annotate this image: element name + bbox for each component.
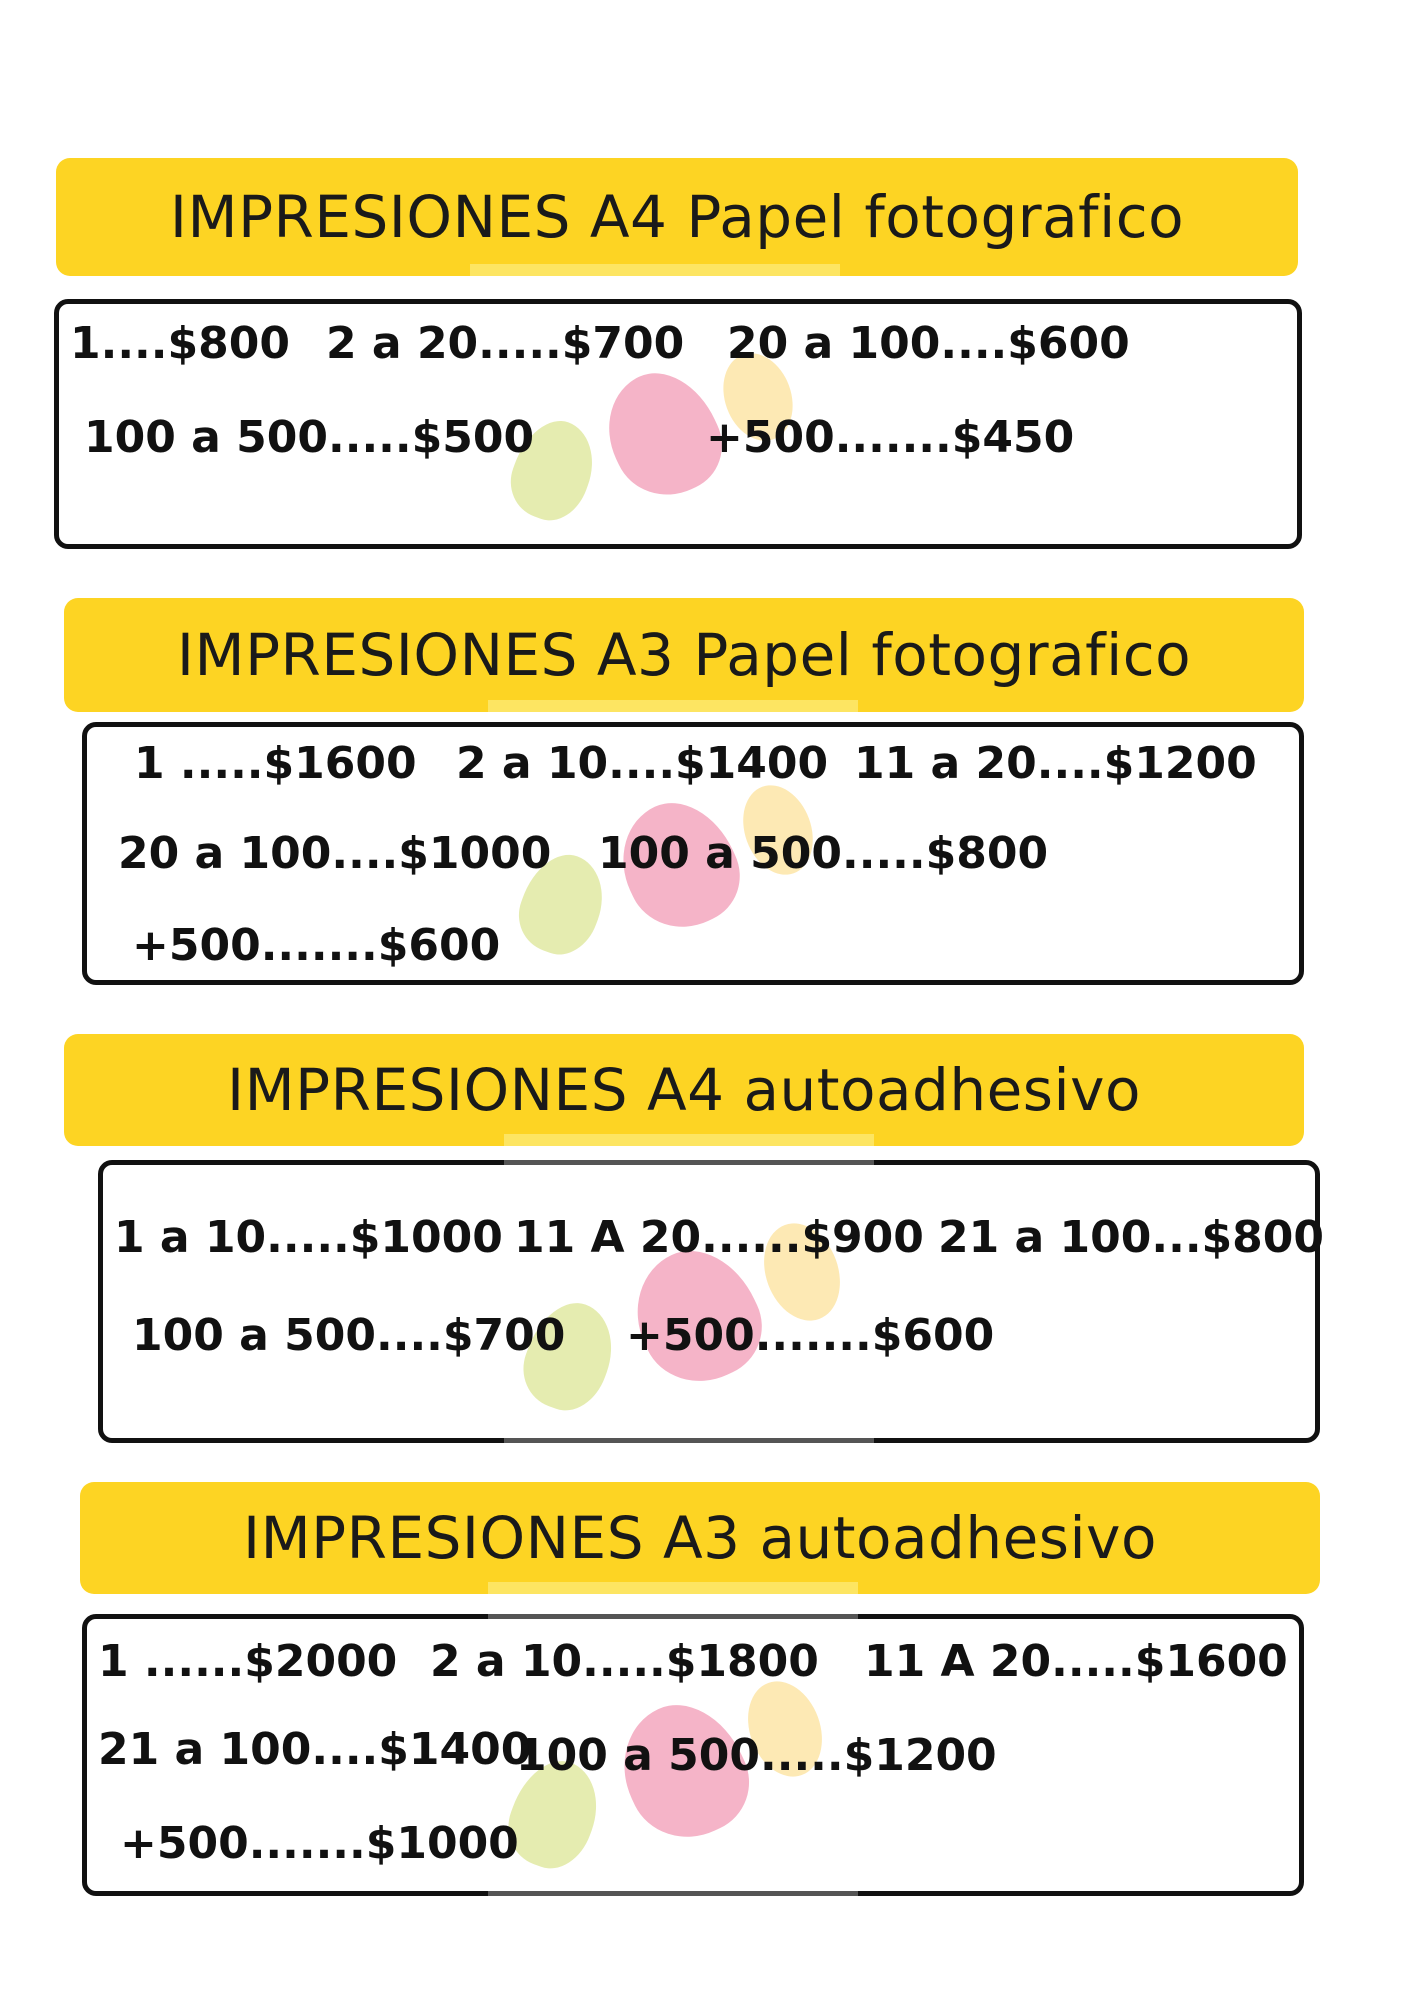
banner-highlight bbox=[470, 264, 840, 276]
price-item: 100 a 500.....$1200 bbox=[516, 1730, 997, 1781]
price-item: 1 a 10.....$1000 bbox=[114, 1212, 503, 1263]
price-item: 20 a 100....$600 bbox=[727, 318, 1130, 369]
price-item: 100 a 500....$700 bbox=[132, 1310, 566, 1361]
price-item: 11 a 20....$1200 bbox=[854, 738, 1257, 789]
banner-highlight bbox=[488, 700, 858, 712]
box-edge-accent bbox=[504, 1438, 874, 1443]
section-title: IMPRESIONES A4 autoadhesivo bbox=[227, 1056, 1141, 1124]
section-title-banner bbox=[56, 158, 1298, 276]
section-title: IMPRESIONES A4 Papel fotografico bbox=[169, 183, 1185, 251]
banner-highlight bbox=[488, 1582, 858, 1594]
price-item: +500.......$450 bbox=[706, 412, 1075, 463]
price-item: 2 a 20.....$700 bbox=[326, 318, 685, 369]
box-edge-accent bbox=[504, 1160, 874, 1165]
section-title: IMPRESIONES A3 autoadhesivo bbox=[243, 1504, 1157, 1572]
price-item: 21 a 100....$1400 bbox=[98, 1724, 532, 1775]
price-item: 1 .....$1600 bbox=[134, 738, 417, 789]
box-edge-accent bbox=[488, 1614, 858, 1619]
banner-highlight bbox=[504, 1134, 874, 1146]
price-item: 2 a 10.....$1800 bbox=[430, 1636, 819, 1687]
price-item: +500.......$600 bbox=[132, 920, 501, 971]
price-item: +500.......$1000 bbox=[120, 1818, 519, 1869]
section-title-banner bbox=[64, 598, 1304, 712]
price-item: 100 a 500.....$800 bbox=[598, 828, 1049, 879]
section-title: IMPRESIONES A3 Papel fotografico bbox=[176, 621, 1192, 689]
price-item: 11 A 20.....$1600 bbox=[864, 1636, 1288, 1687]
price-item: 21 a 100...$800 bbox=[938, 1212, 1325, 1263]
price-item: 2 a 10....$1400 bbox=[456, 738, 829, 789]
price-item: 20 a 100....$1000 bbox=[118, 828, 552, 879]
price-item: +500.......$600 bbox=[626, 1310, 995, 1361]
price-item: 100 a 500.....$500 bbox=[84, 412, 535, 463]
box-edge-accent bbox=[488, 1891, 858, 1896]
section-title-banner bbox=[64, 1034, 1304, 1146]
section-title-banner bbox=[80, 1482, 1320, 1594]
price-item: 1....$800 bbox=[70, 318, 290, 369]
price-item: 1 ......$2000 bbox=[98, 1636, 398, 1687]
price-item: 11 A 20......$900 bbox=[514, 1212, 924, 1263]
